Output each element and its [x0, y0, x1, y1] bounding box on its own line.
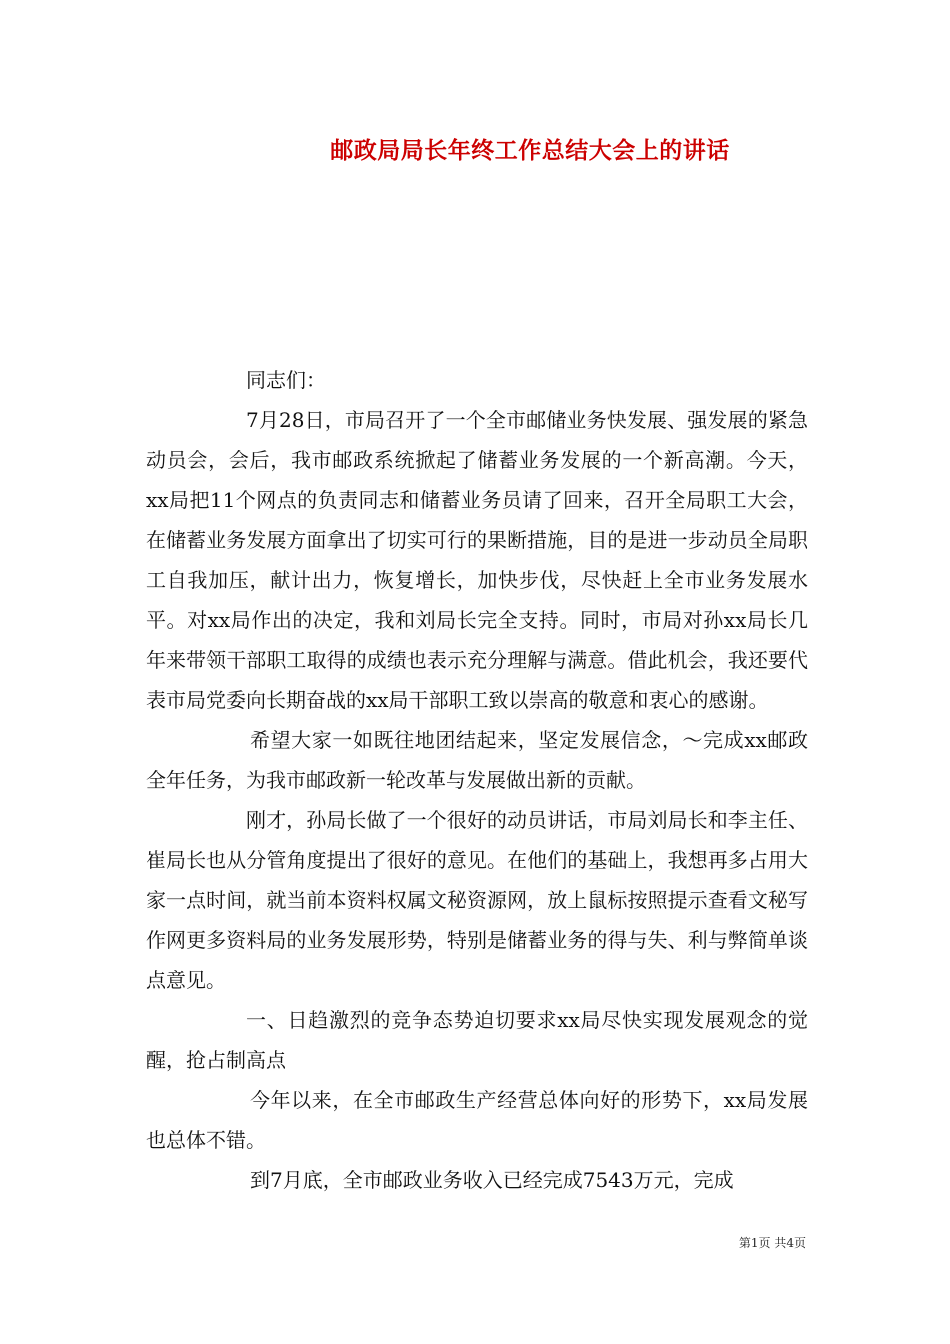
- page-number: 第1页 共4页: [738, 1236, 806, 1250]
- paragraph: 希望大家一如既往地团结起来，坚定发展信念，～完成xx邮政全年任务，为我市邮政新一轮改革与发展做出新的贡献。: [146, 728, 808, 792]
- paragraph: 刚才，孙局长做了一个很好的动员讲话，市局刘局长和李主任、崔局长也从分管角度提出了很好的意见。在他们的基础上，我想再多占用大家一点时间，就当前本资料权属文秘资源网，放上鼠标按照提示查看文秘写作网更多资料局的业务发展形势，特别是储蓄业务的得与失、利与弊简单谈点意见。: [146, 808, 808, 992]
- section-heading: 一、日趋激烈的竞争态势迫切要求xx局尽快实现发展观念的觉醒，抢占制高点: [146, 1008, 808, 1072]
- document-body: [146, 360, 808, 1200]
- document-title: 邮政局局长年终工作总结大会上的讲话: [330, 137, 730, 164]
- paragraph: 到7月底，全市邮政业务收入已经完成7543万元，完成: [250, 1168, 734, 1192]
- paragraph: 7月28日，市局召开了一个全市邮储业务快发展、强发展的紧急动员会，会后，我市邮政系统掀起了储蓄业务发展的一个新高潮。今天，xx局把11个网点的负责同志和储蓄业务员请了回来，召开全局职工大会，在储蓄业务发展方面拿出了切实可行的果断措施，目的是进一步动员全局职工自我加压，献计出力，恢复增长，加快步伐，尽快赶上全市业务发展水平。对xx局作出的决定，我和刘局长完全支持。同时，市局对孙xx局长几年来带领干部职工取得的成绩也表示充分理解与满意。借此机会，我还要代表市局党委向长期奋战的xx局干部职工致以崇高的敬意和衷心的感谢。: [146, 408, 808, 712]
- greeting: 同志们：: [246, 368, 326, 392]
- paragraph: 今年以来，在全市邮政生产经营总体向好的形势下，xx局发展也总体不错。: [146, 1088, 808, 1152]
